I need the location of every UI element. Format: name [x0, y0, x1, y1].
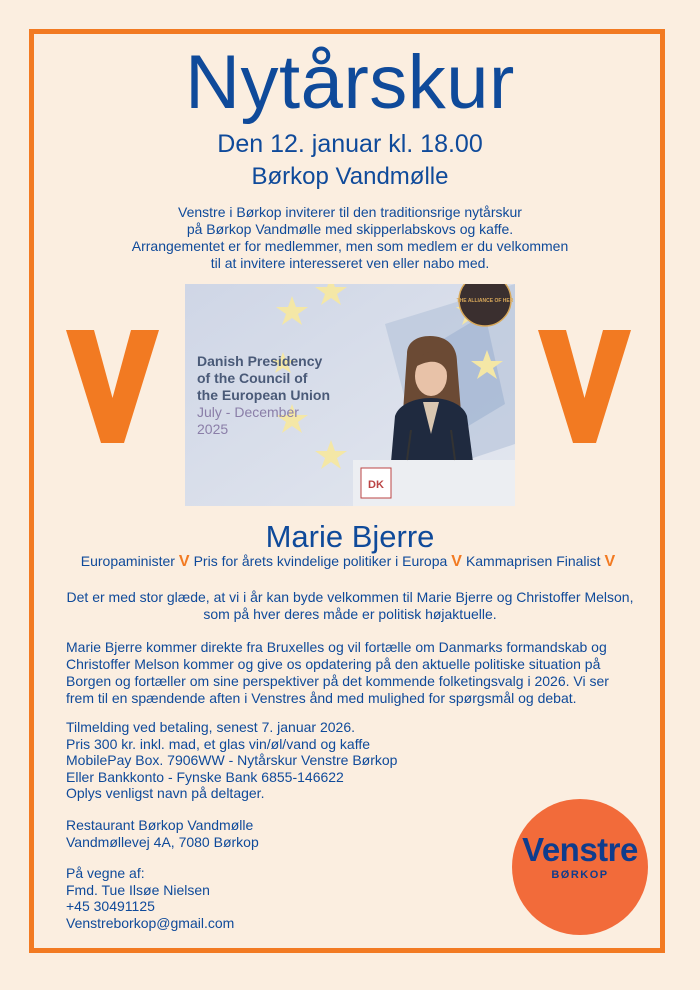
speaker-name: Marie Bjerre: [265, 519, 435, 554]
event-date: Den 12. januar kl. 18.00: [217, 130, 483, 158]
speaker-photo: [185, 284, 515, 506]
contact-email[interactable]: Venstreborkop@gmail.com: [66, 914, 235, 931]
registration-line: Eller Bankkonto - Fynske Bank 6855-146622: [66, 768, 344, 785]
v-marker: V: [604, 553, 616, 570]
registration-info: [66, 719, 397, 802]
event-venue: Børkop Vandmølle: [251, 163, 449, 190]
contact-info: [66, 865, 234, 931]
intro-line: til at invitere interesseret ven eller nabo med.: [210, 255, 490, 271]
registration-line: Oplys venligst navn på deltager.: [66, 785, 265, 801]
slide-line: of the Council of: [197, 370, 308, 386]
slide-line: the European Union: [197, 387, 330, 403]
logo-main-text: Venstre: [522, 831, 638, 868]
description-text: Marie Bjerre kommer direkte fra Bruxelles og vil fortælle om Danmarks formandskab og Christoffer Melson kommer og give os opdatering på den aktuelle politiske situation på Borgen og fortæller om sine perspektiver på det kommende folketingsvalg i 2026. Vi ser frem til en spændende aften i Venstres ånd med mulighed for spørgsmål og debat.: [66, 639, 609, 706]
contact-line: På vegne af:: [66, 865, 145, 881]
v-marker: V: [178, 553, 190, 570]
badge-text: THE ALLIANCE OF HER: [456, 298, 514, 304]
role-text: Kammaprisen Finalist: [465, 553, 601, 569]
slide-date: July - December: [197, 404, 299, 420]
role-text: Pris for årets kvindelige politiker i Europa: [193, 553, 448, 569]
contact-line: Fmd. Tue Ilsøe Nielsen: [66, 881, 210, 898]
address-info: [66, 817, 259, 850]
registration-line: Tilmelding ved betaling, senest 7. januar 2026.: [66, 719, 355, 735]
address-line: Restaurant Børkop Vandmølle: [66, 817, 254, 833]
address-line: Vandmøllevej 4A, 7080 Børkop: [66, 833, 259, 850]
role-text: Europaminister: [80, 553, 175, 569]
podium-text: DK: [368, 479, 384, 491]
intro-line: Venstre i Børkop inviterer til den traditionsrige nytårskur: [178, 204, 522, 220]
venstre-borkop-logo: [512, 799, 648, 935]
intro-line: på Børkop Vandmølle med skipperlabskovs og kaffe.: [186, 221, 514, 237]
intro-text: [0, 204, 700, 272]
logo-sub-text: BØRKOP: [551, 869, 609, 881]
event-title: Nytårskur: [185, 40, 515, 125]
registration-line: Pris 300 kr. inkl. mad, et glas vin/øl/vand og kaffe: [66, 735, 371, 752]
venstre-v-logo-right: [538, 330, 631, 443]
intro-line: Arrangementet er for medlemmer, men som medlem er du velkommen: [131, 238, 569, 254]
contact-line: +45 30491125: [66, 898, 155, 914]
venstre-v-logo-left: [66, 330, 159, 443]
welcome-text: Det er med stor glæde, at vi i år kan byde velkommen til Marie Bjerre og Christoffer Melson, som på hver deres måde er politisk højaktuelle.: [66, 589, 634, 622]
v-marker: V: [451, 553, 462, 570]
slide-date: 2025: [197, 421, 229, 437]
slide-line: Danish Presidency: [197, 353, 323, 369]
registration-line: MobilePay Box. 7906WW - Nytårskur Venstre Børkop: [66, 752, 398, 768]
speaker-roles: [0, 553, 700, 571]
